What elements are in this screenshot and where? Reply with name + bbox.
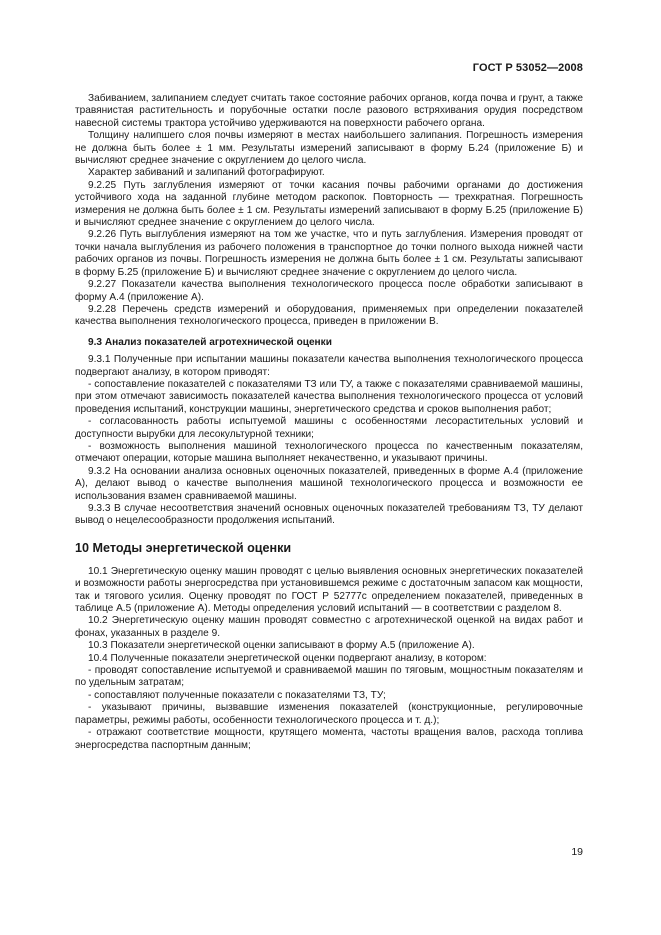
paragraph-9-3-3: 9.3.3 В случае несоответствия значений основных оценочных показателей требованиям ТЗ, ТУ делают вывод о нецелесообразности продолжения испытаний. (75, 503, 583, 527)
paragraph-9-2-25: 9.2.25 Путь заглубления измеряют от точки касания почвы рабочими органами до достижения устойчивого хода на заданной глубине методом раскопок. Повторность — трехкратная. Погрешность измерения не должна быть более ± 1 см. Результаты измерений записывают в форму Б.25 (приложение Б) и вычисляют среднее значение с округлением до целого числа. (75, 179, 583, 229)
paragraph-10-2: 10.2 Энергетическую оценку машин проводят совместно с агротехнической оценкой на видах работ и фонах, указанных в разделе 9. (75, 615, 583, 639)
paragraph-9-2-27: 9.2.27 Показатели качества выполнения технологического процесса после обработки записывают в форму А.4 (приложение А). (75, 279, 583, 303)
list-item: - сопоставление показателей с показателями ТЗ или ТУ, а также с показателями сравниваемой машины, при этом отмечают зависимость показателей качества выполнения технологического процесса от условий проведения испытаний, конструкции машины, энергетического средства и сроков выполнения работ; (75, 378, 583, 415)
list-item: - сопоставляют полученные показатели с показателями ТЗ, ТУ; (88, 689, 386, 701)
paragraph-9-3-1: 9.3.1 Полученные при испытании машины показатели качества выполнения технологического процесса подвергают анализу, в котором приводят: (75, 354, 583, 378)
paragraph-10-3: 10.3 Показатели энергетической оценки записывают в форму А.5 (приложение А). (88, 640, 475, 652)
section-heading-9-3: 9.3 Анализ показателей агротехнической оценки (88, 336, 332, 348)
page-number: 19 (571, 846, 583, 858)
paragraph-9-3-2: 9.3.2 На основании анализа основных оценочных показателей, приведенных в форме А.4 (приложение А), делают вывод о качестве выполнения машиной технологического процесса и возможности ее использования взамен сравниваемой машины. (75, 465, 583, 502)
paragraph: Забиванием, залипанием следует считать такое состояние рабочих органов, когда почва и грунт, а также травянистая растительность и порубочные остатки после разового встряхивания орудия посредством навесной системы трактора устойчиво удерживаются на поверхности рабочего органа. (75, 93, 583, 129)
paragraph: Толщину налипшего слоя почвы измеряют в местах наибольшего залипания. Погрешность измерения не должна быть более ± 1 мм. Результаты измерений записывают в форму Б.24 (приложение Б) и вычисляют среднее значение с округлением до целого числа. (75, 130, 583, 167)
list-item: - проводят сопоставление испытуемой и сравниваемой машин по тяговым, мощностным показателям и по удельным затратам; (75, 665, 583, 689)
paragraph-9-2-28: 9.2.28 Перечень средств измерений и оборудования, применяемых при определении показателей качества выполнения технологического процесса, приведен в приложении В. (75, 303, 583, 328)
list-item: - согласованность работы испытуемой машины с особенностями лесорастительных условий и доступности вырубки для лесокультурной техники; (75, 416, 583, 440)
page-content (75, 93, 583, 752)
paragraph-10-4: 10.4 Полученные показатели энергетической оценки подвергают анализу, в котором: (88, 652, 487, 664)
paragraph-10-1: 10.1 Энергетическую оценку машин проводят с целью выявления основных энергетических показателей и возможности работы энергосредства при установившемся режиме с достаточным запасом как мощности, так и тягового усилия. Оценку проводят по ГОСТ Р 52777с определением показателей, приведенных в таблице А.5 (приложение А). Методы определения условий испытаний — в соответствии с разделом 8. (75, 565, 583, 615)
list-item: - отражают соответствие мощности, крутящего момента, частоты вращения валов, расхода топлива энергосредства паспортным данным; (75, 727, 583, 751)
paragraph: Характер забиваний и залипаний фотографируют. (88, 167, 325, 179)
list-item: - указывают причины, вызвавшие изменения показателей (конструкционные, регулировочные параметры, режимы работы, особенности технологического процесса и т. д.); (75, 702, 583, 726)
document-code-header: ГОСТ Р 53052—2008 (472, 62, 583, 74)
paragraph-9-2-26: 9.2.26 Путь выглубления измеряют на том же участке, что и путь заглубления. Измерения проводят от точки начала выглубления из рабочего положения в транспортное до точки полного выхода нижней части рабочих органов из почвы. Погрешность измерения не должна быть более ± 1 см. Результаты записывают в форму Б.25 (приложение Б) и вычисляют среднее значение с округлением до целого числа. (75, 229, 583, 278)
list-item: - возможность выполнения машиной технологического процесса по качественным показателям, отмечают операции, которые машина выполняет некачественно, и указывают причины. (75, 440, 583, 465)
section-heading-10: 10 Методы энергетической оценки (75, 540, 292, 555)
